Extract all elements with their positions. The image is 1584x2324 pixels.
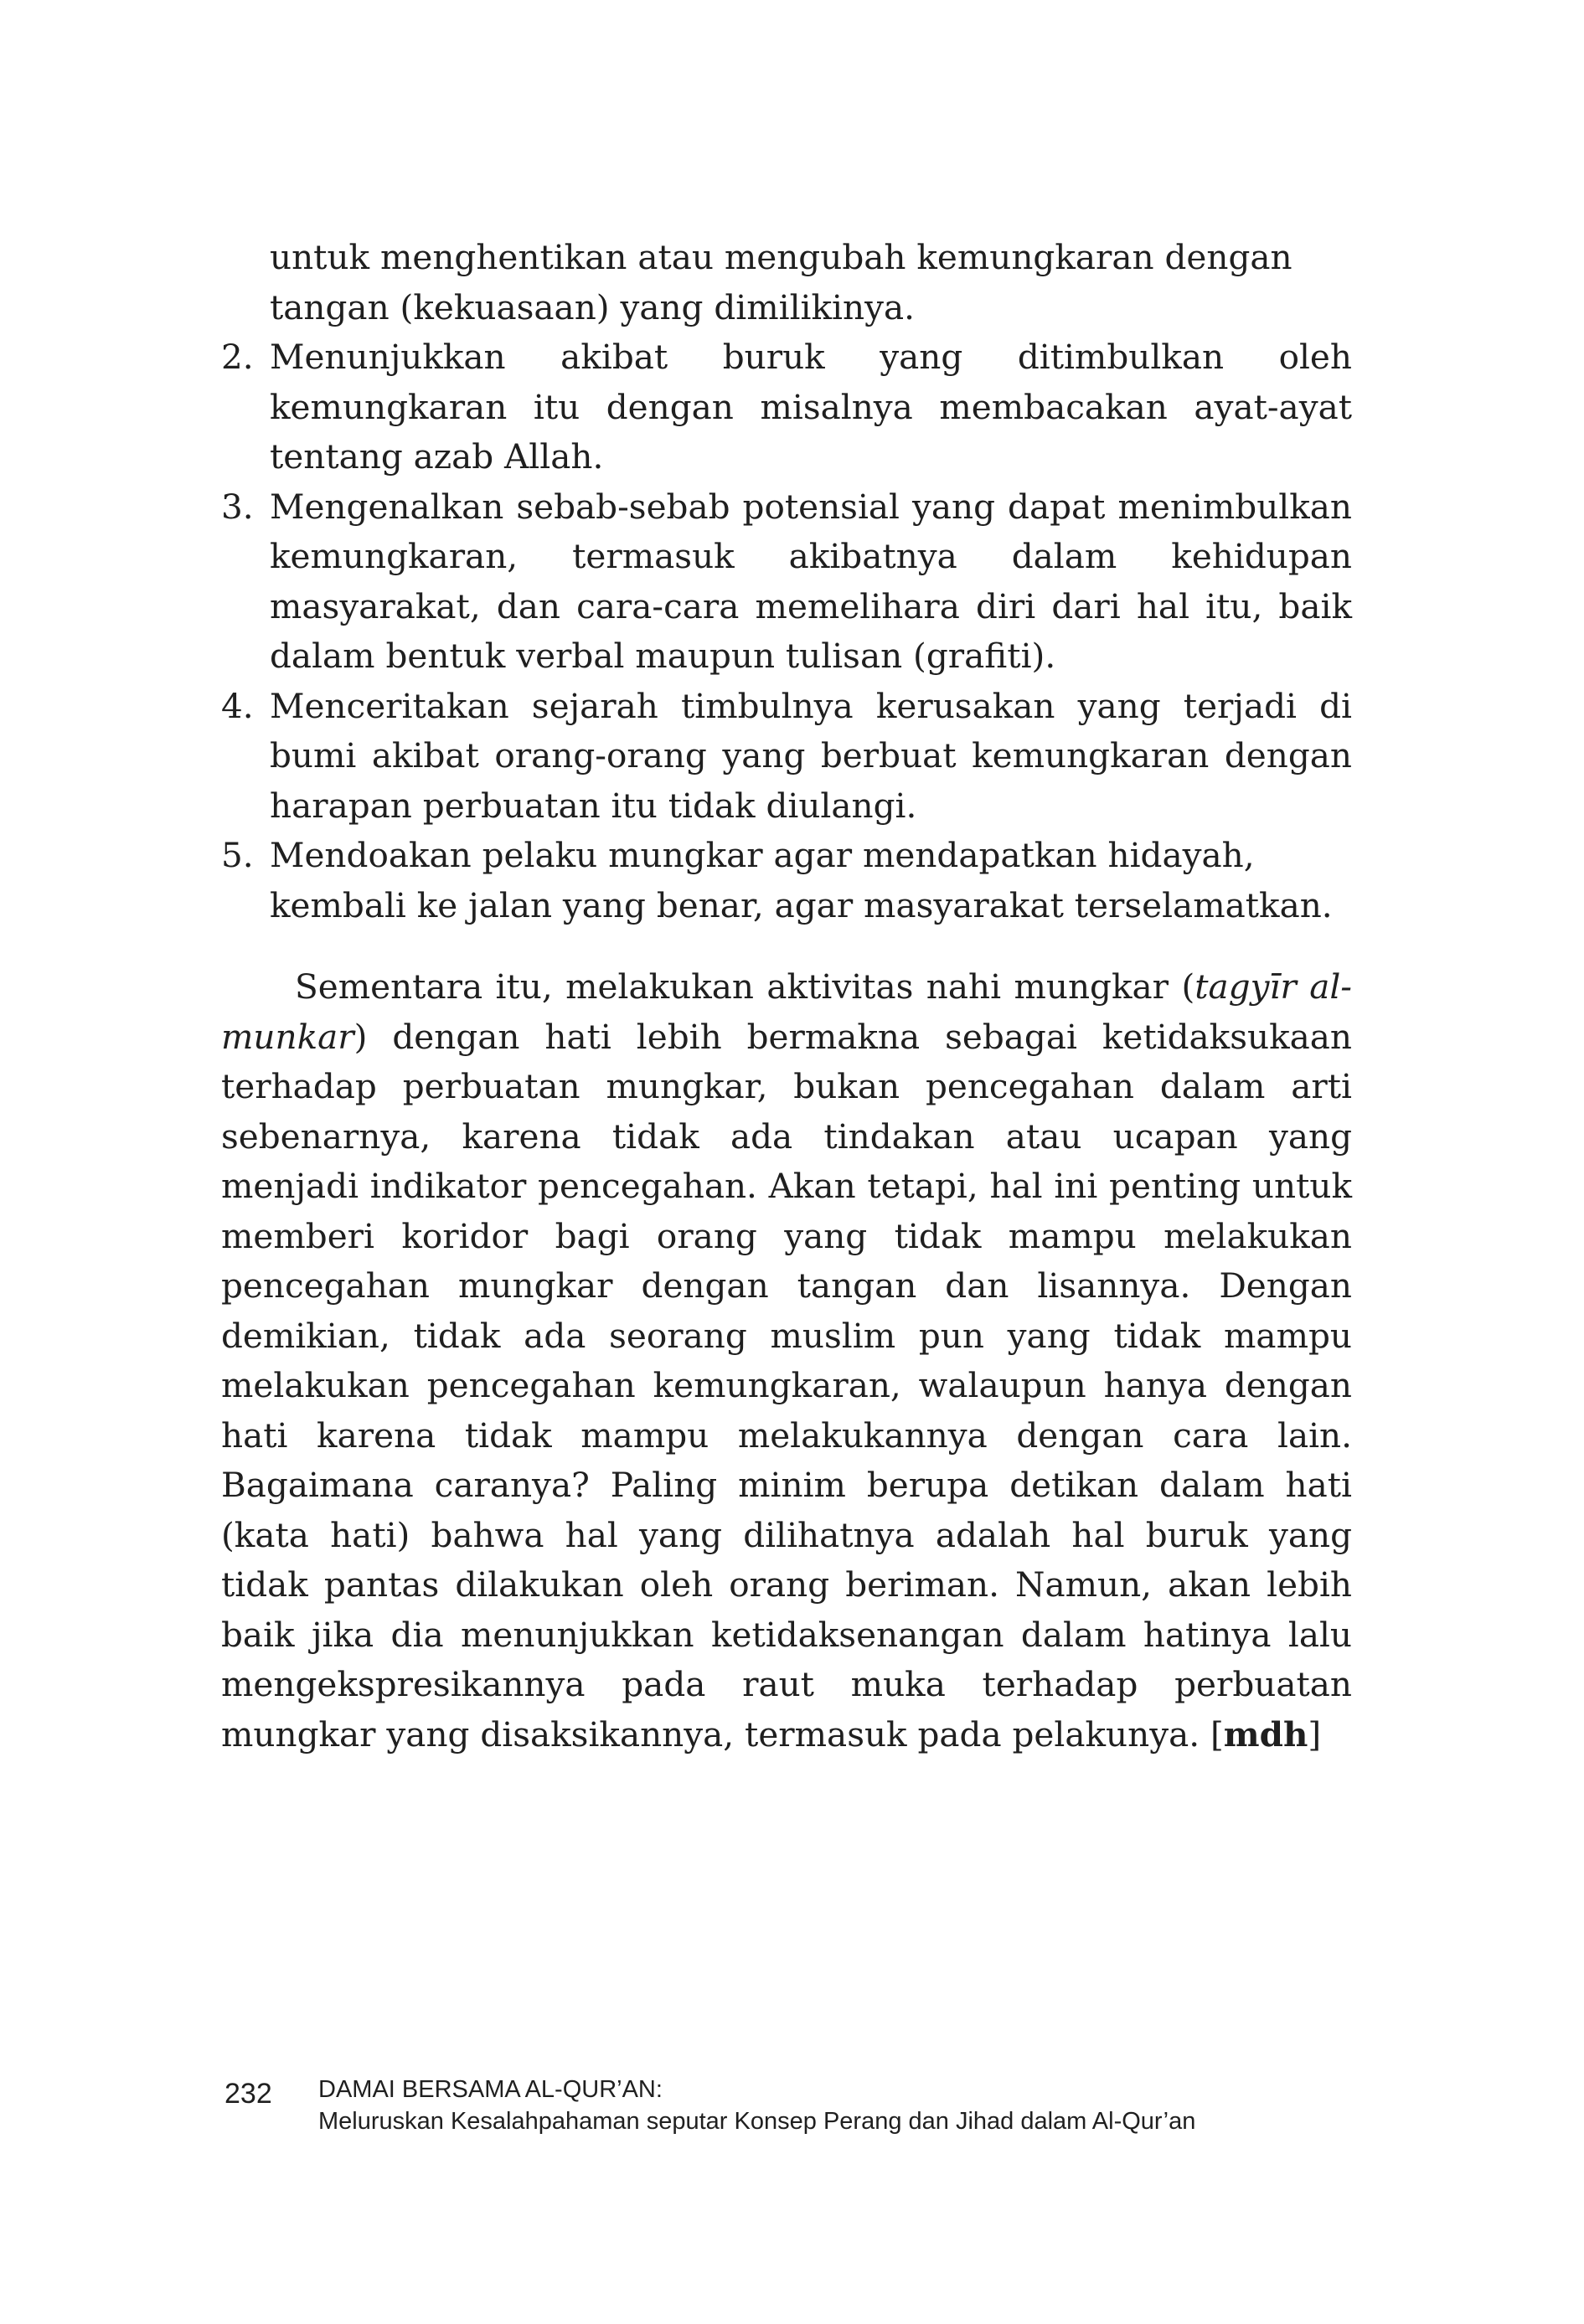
list-item-continuation: untuk menghentikan atau mengubah kemungkaran dengan tangan (kekuasaan) yang dimilikinya. <box>270 237 1292 327</box>
book-title: DAMAI BERSAMA AL-QUR’AN: <box>318 2076 663 2103</box>
list-item-number: 3. <box>221 486 254 527</box>
closing-bracket: ] <box>1308 1713 1322 1755</box>
list-item-text: Mengenalkan sebab-sebab potensial yang dapat menimbulkan kemungkaran, termasuk akibatnya dalam kehidupan masyarakat, dan cara-cara memelihara diri dari hal itu, baik dalam bentuk verbal maupun tulisan (grafiti). <box>270 486 1352 676</box>
list-item <box>221 831 1352 930</box>
list-item <box>221 682 1352 832</box>
list-item-text: Mendoakan pelaku mungkar agar mendapatkan hidayah, kembali ke jalan yang benar, agar masyarakat terselamatkan. <box>270 835 1333 925</box>
list-item-number: 2. <box>221 337 254 377</box>
italic-term: tagyīr al-munkar <box>221 966 1352 1057</box>
paragraph-text: Sementara itu, melakukan aktivitas nahi mungkar ( <box>295 966 1195 1007</box>
paragraph-text-continued: ) dengan hati lebih bermakna sebagai ketidaksukaan terhadap perbuatan mungkar, bukan pencegahan dalam arti sebenarnya, karena tidak ada tindakan atau ucapan yang menjadi indikator pencegahan. Akan tetapi, hal ini penting untuk memberi koridor bagi orang yang tidak mampu melakukan pencegahan mungkar dengan tangan dan lisannya. Dengan demikian, tidak ada seorang muslim pun yang tidak mampu melakukan pencegahan kemungkaran, walaupun hanya dengan hati karena tidak mampu melakukannya dengan cara lain. Bagaimana caranya? Paling minim berupa detikan dalam hati (kata hati) bahwa hal yang dilihatnya adalah hal buruk yang tidak pantas dilakukan oleh orang beriman. Namun, akan lebih baik jika dia menunjukkan ketidaksenangan dalam hatinya lalu mengekspresikannya pada raut muka terhadap perbuatan mungkar yang disaksikannya, termasuk pada pelakunya. [ <box>221 1016 1352 1755</box>
list-item-text: Menceritakan sejarah timbulnya kerusakan yang terjadi di bumi akibat orang-orang yang berbuat kemungkaran dengan harapan perbuatan itu tidak diulangi. <box>270 685 1352 826</box>
page-number: 232 <box>224 2078 272 2110</box>
list-item-number: 4. <box>221 685 254 726</box>
running-head <box>318 2074 1323 2137</box>
book-subtitle: Meluruskan Kesalahpahaman seputar Konsep Perang dan Jihad dalam Al-Qur’an <box>318 2108 1196 2135</box>
list-item <box>221 482 1352 682</box>
author-tag: mdh <box>1223 1713 1308 1755</box>
numbered-list <box>221 332 1352 930</box>
body-paragraph <box>221 962 1352 1760</box>
list-item <box>221 332 1352 482</box>
list-item-text: Menunjukkan akibat buruk yang ditimbulkan oleh kemungkaran itu dengan misalnya membacakan ayat-ayat tentang azab Allah. <box>270 337 1352 477</box>
list-item-number: 5. <box>221 835 254 875</box>
page-body <box>221 233 1352 1760</box>
